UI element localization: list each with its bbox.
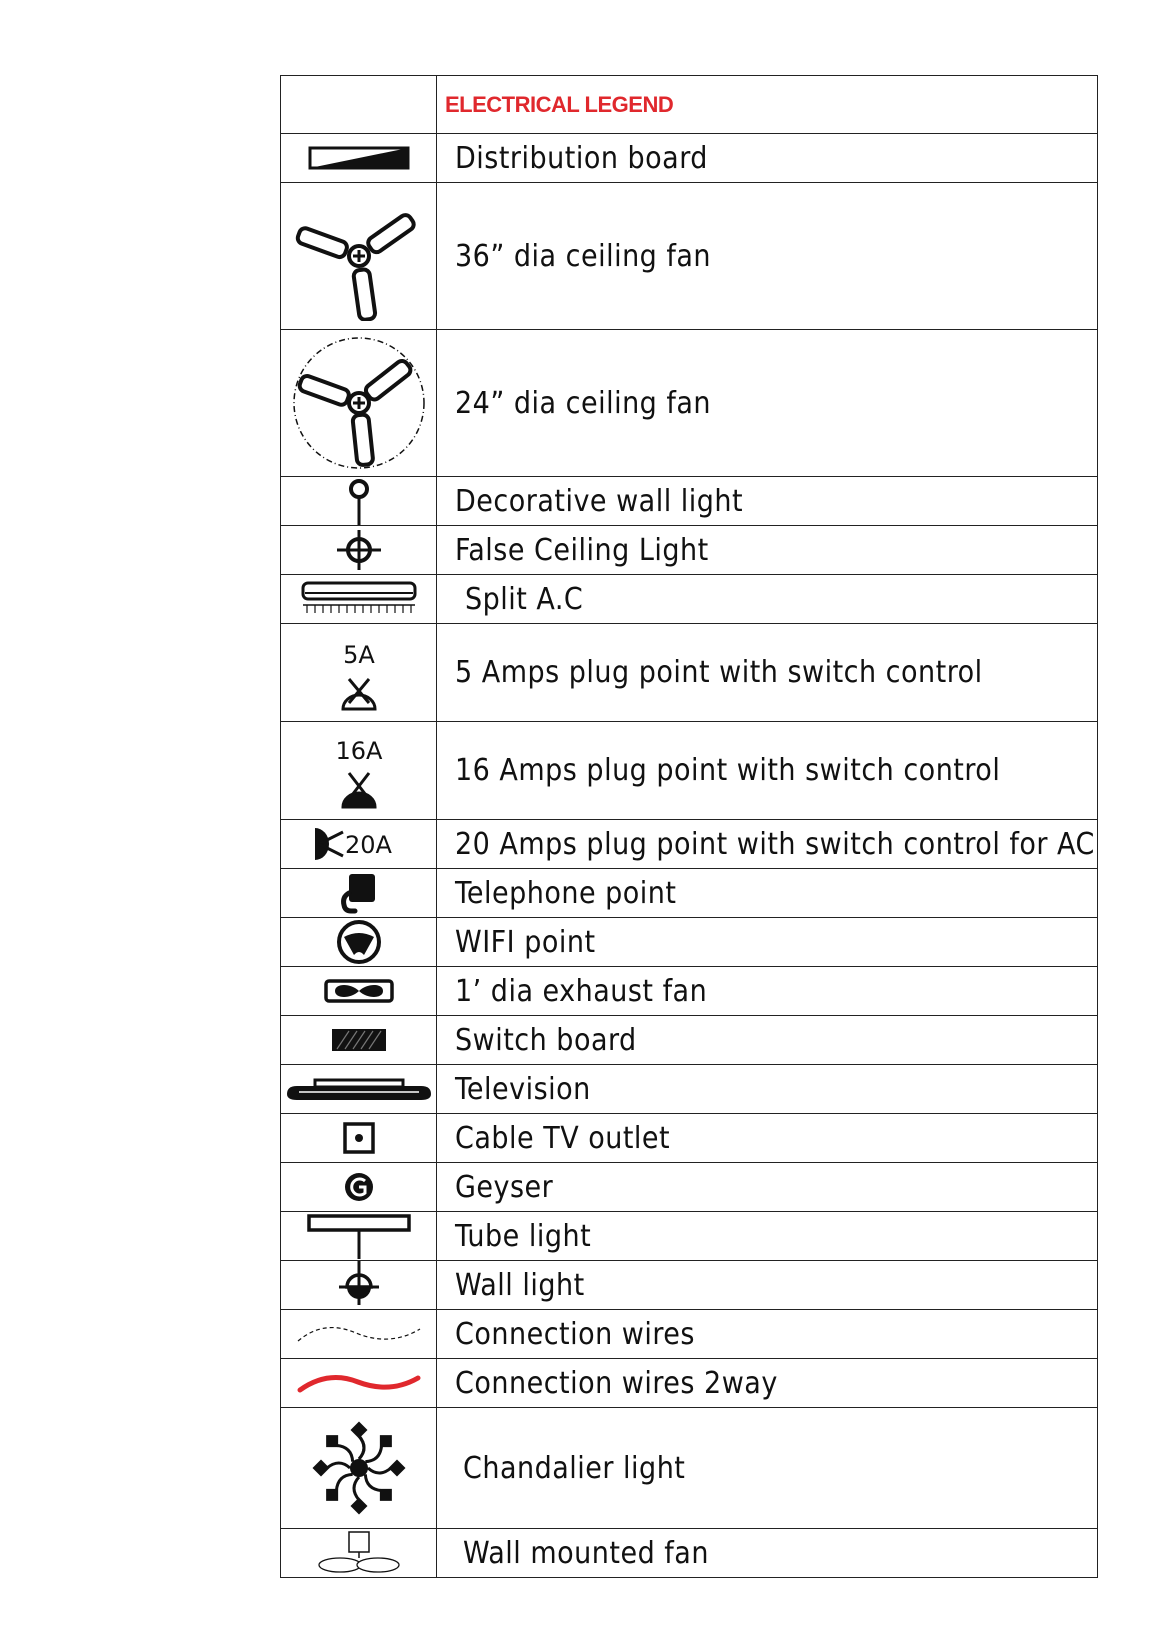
legend-label: Distribution board	[437, 134, 1098, 183]
connection-wire-2way-icon	[294, 1368, 424, 1398]
legend-row	[281, 869, 1098, 918]
exhaust-fan-icon	[323, 977, 395, 1005]
legend-row	[281, 1016, 1098, 1065]
plug-16a-icon	[329, 729, 389, 813]
telephone-icon	[339, 871, 379, 915]
legend-label: 1’ dia exhaust fan	[437, 967, 1098, 1016]
distribution-board-icon	[304, 143, 414, 173]
legend-row	[281, 183, 1098, 330]
legend-label: 36” dia ceiling fan	[437, 183, 1098, 330]
legend-row	[281, 477, 1098, 526]
legend-label: Wall mounted fan	[437, 1529, 1098, 1578]
television-icon	[283, 1074, 435, 1104]
legend-label: Switch board	[437, 1016, 1098, 1065]
legend-label: Cable TV outlet	[437, 1114, 1098, 1163]
legend-label: Tube light	[437, 1212, 1098, 1261]
plug-rating: 20A	[344, 831, 392, 859]
legend-row	[281, 967, 1098, 1016]
plug-rating: 5A	[342, 640, 375, 669]
legend-row	[281, 1359, 1098, 1408]
electrical-legend-table	[280, 75, 1098, 1578]
legend-row	[281, 722, 1098, 820]
ceiling-fan-24-icon	[291, 335, 427, 471]
legend-row	[281, 1408, 1098, 1529]
legend-row	[281, 526, 1098, 575]
legend-row	[281, 1114, 1098, 1163]
legend-row	[281, 1212, 1098, 1261]
legend-row	[281, 134, 1098, 183]
legend-row	[281, 1065, 1098, 1114]
legend-row	[281, 1261, 1098, 1310]
legend-row	[281, 624, 1098, 722]
chandelier-icon	[309, 1418, 409, 1518]
decorative-wall-light-icon	[339, 477, 379, 525]
legend-label: Geyser	[437, 1163, 1098, 1212]
legend-label: 20 Amps plug point with switch control for AC	[437, 820, 1098, 869]
legend-label: False Ceiling Light	[437, 526, 1098, 575]
wifi-icon	[334, 919, 384, 965]
plug-rating: 16A	[335, 736, 382, 765]
tube-light-icon	[304, 1213, 414, 1259]
header-blank-cell	[281, 76, 437, 134]
legend-label: Telephone point	[437, 869, 1098, 918]
legend-label: 24” dia ceiling fan	[437, 330, 1098, 477]
legend-label: Decorative wall light	[437, 477, 1098, 526]
ceiling-fan-36-icon	[294, 191, 424, 321]
plug-5a-icon	[329, 631, 389, 715]
legend-header-row	[281, 76, 1098, 134]
switch-board-icon	[329, 1025, 389, 1055]
plug-20a-icon	[309, 824, 409, 864]
legend-row	[281, 1310, 1098, 1359]
split-ac-icon	[299, 579, 419, 619]
legend-label: Chandalier light	[437, 1408, 1098, 1529]
connection-wire-icon	[294, 1319, 424, 1349]
geyser-icon	[341, 1169, 377, 1205]
legend-row	[281, 918, 1098, 967]
legend-label: WIFI point	[437, 918, 1098, 967]
legend-label: Split A.C	[437, 575, 1098, 624]
wall-light-icon	[337, 1261, 381, 1309]
legend-label: Connection wires	[437, 1310, 1098, 1359]
legend-label: 5 Amps plug point with switch control	[437, 624, 1098, 722]
legend-row	[281, 820, 1098, 869]
legend-row	[281, 330, 1098, 477]
false-ceiling-light-icon	[334, 528, 384, 572]
legend-label: Connection wires 2way	[437, 1359, 1098, 1408]
legend-label: 16 Amps plug point with switch control	[437, 722, 1098, 820]
wall-mounted-fan-icon	[309, 1530, 409, 1576]
legend-label: Wall light	[437, 1261, 1098, 1310]
legend-title: ELECTRICAL LEGEND	[437, 76, 1098, 134]
legend-row	[281, 1529, 1098, 1578]
cable-tv-icon	[341, 1120, 377, 1156]
legend-label: Television	[437, 1065, 1098, 1114]
legend-row	[281, 575, 1098, 624]
legend-row	[281, 1163, 1098, 1212]
